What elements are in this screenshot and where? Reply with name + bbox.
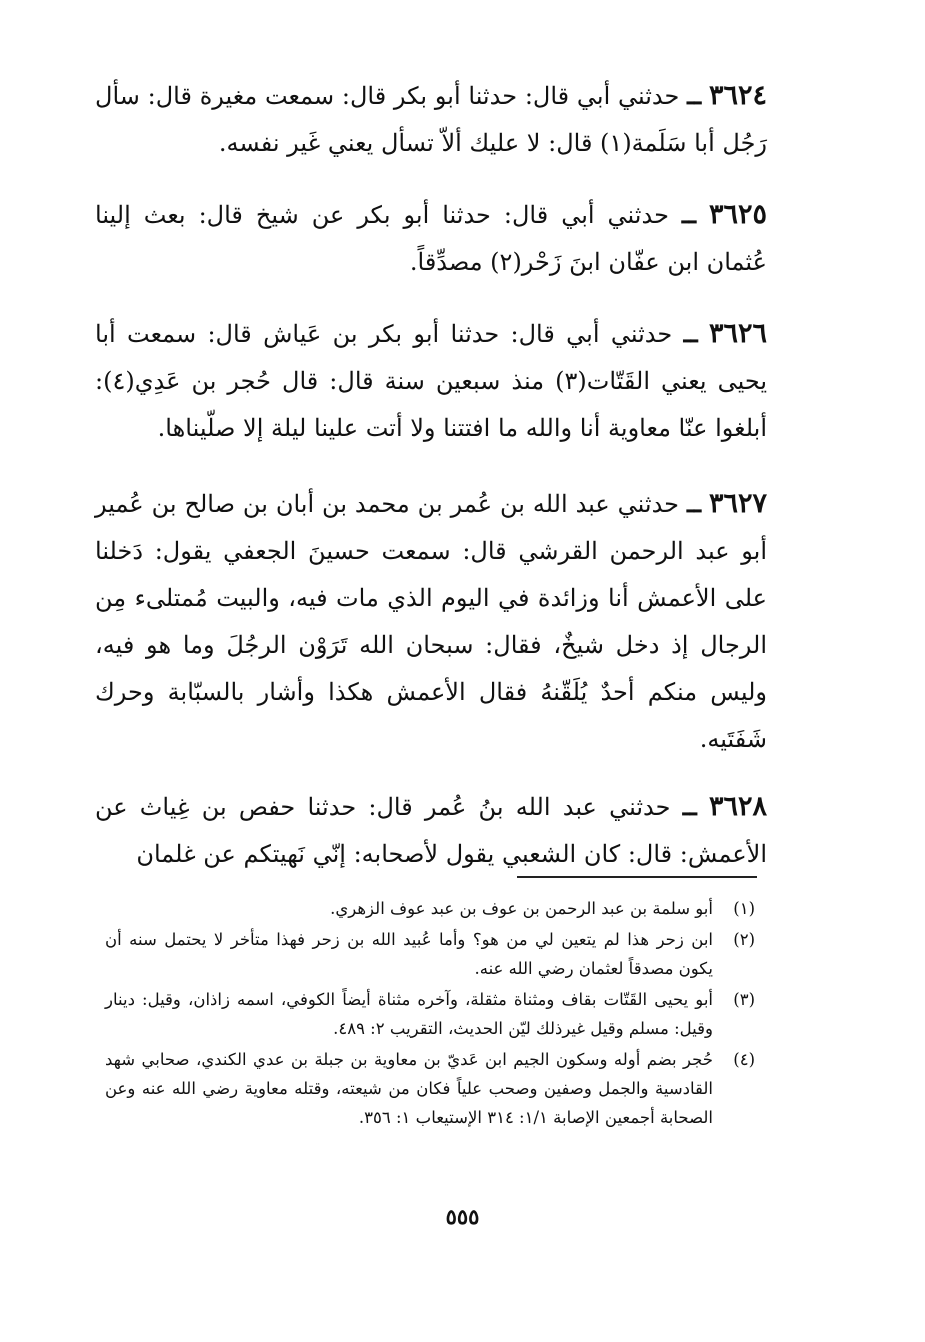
- hadith-paragraph: [95, 783, 767, 878]
- footnote-marker: (١): [733, 899, 755, 918]
- footnote: [105, 985, 755, 1043]
- hadith-text: حدثني أبي قال: حدثنا أبو بكر عن شيخ قال: بعث إلينا عُثمان ابن عفّان ابنَ زَحْر(٢) مصدِّقاً.: [95, 201, 767, 276]
- hadith-text: حدثني أبي قال: حدثنا أبو بكر قال: سمعت مغيرة قال: سأل رَجُل أبا سَلَمة(١) قال: لا عليك ألاّ تسأل يعني غَير نفسه.: [95, 82, 767, 157]
- footnote: [105, 925, 755, 983]
- hadith-dash: ــ: [681, 200, 696, 229]
- hadith-dash: ــ: [687, 81, 702, 110]
- footnote-text: ابن زحر هذا لم يتعين لي من هو؟ وأما عُبيد الله بن زحر فهذا متأخر لا يحتمل سنه أن يكون مصدقاً لعثمان رضي الله عنه.: [105, 930, 713, 978]
- hadith-paragraph: [95, 310, 767, 452]
- footnote-marker: (٢): [733, 930, 755, 949]
- hadith-dash: ــ: [686, 489, 702, 518]
- hadith-paragraph: [95, 191, 767, 286]
- footnote-separator: [517, 876, 757, 878]
- hadith-text: حدثني عبد الله بنُ عُمر قال: حدثنا حفص بن غِياث عن الأعمش: قال: كان الشعبي يقول لأصحابه: إنّي نَهيتكم عن غلمان: [95, 793, 767, 868]
- page-number: ٥٥٥: [445, 1204, 480, 1229]
- footnotes: [105, 894, 755, 1134]
- footnote: [105, 1045, 755, 1132]
- hadith-paragraph: [95, 480, 767, 763]
- hadith-number: ٣٦٢٤: [708, 80, 767, 111]
- hadith-dash: ــ: [682, 792, 697, 821]
- footnote: [105, 894, 755, 923]
- hadith-paragraph: [95, 72, 767, 167]
- hadith-number: ٣٦٢٧: [708, 488, 767, 519]
- hadith-number: ٣٦٢٥: [708, 199, 767, 230]
- hadith-number: ٣٦٢٦: [708, 318, 767, 349]
- footnote-marker: (٣): [733, 990, 755, 1009]
- footnote-text: حُجر بضم أوله وسكون الجيم ابن عَديّ بن معاوية بن جبلة بن عدي الكندي، صحابي شهد القادسية والجمل وصفين وصحب علياً فكان من شيعته، وقتله معاوية رضي الله عنه وعن الصحابة أجمعين الإصابة ١/١: ٣١٤ الإستيعاب ١: ٣٥٦.: [105, 1050, 713, 1127]
- hadith-text: حدثني عبد الله بن عُمر بن محمد بن أبان بن صالح بن عُمير أبو عبد الرحمن القرشي قال: سمعت حسينَ الجعفي يقول: دَخلنا على الأعمش أنا وزائدة في اليوم الذي مات فيه، والبيت مُمتلىء مِن الرجال إذ دخل شيخٌ، فقال: سبحان الله تَرَوْن الرجُلَ وما هو فيه، وليس منكم أحدٌ يُلَقّنهُ فقال الأعمش هكذا وأشار بالسبّابة وحرك شَفَتَيه.: [95, 490, 767, 753]
- hadith-number: ٣٦٢٨: [708, 791, 767, 822]
- footnote-text: أبو سلمة بن عبد الرحمن بن عوف بن عبد عوف الزهري.: [330, 899, 713, 918]
- hadith-text: حدثني أبي قال: حدثنا أبو بكر بن عَياش قال: سمعت أبا يحيى يعني القَتّات(٣) منذ سبعين سنة قال: قال حُجر بن عَدِي(٤): أبلغوا عنّا معاوية أنا والله ما افتتنا ولا أتت علينا ليلة إلا صلّيناها.: [95, 320, 768, 442]
- footnote-text: أبو يحيى القَتّات بقاف ومثناة مثقلة، وآخره مثناة أيضاً الكوفي، اسمه زاذان، وقيل: دينار وقيل: مسلم وقيل غيرذلك ليّن الحديث، التقريب ٢: ٤٨٩.: [105, 990, 713, 1038]
- main-text: [95, 72, 767, 900]
- footnote-marker: (٤): [733, 1050, 755, 1069]
- hadith-dash: ــ: [683, 319, 698, 348]
